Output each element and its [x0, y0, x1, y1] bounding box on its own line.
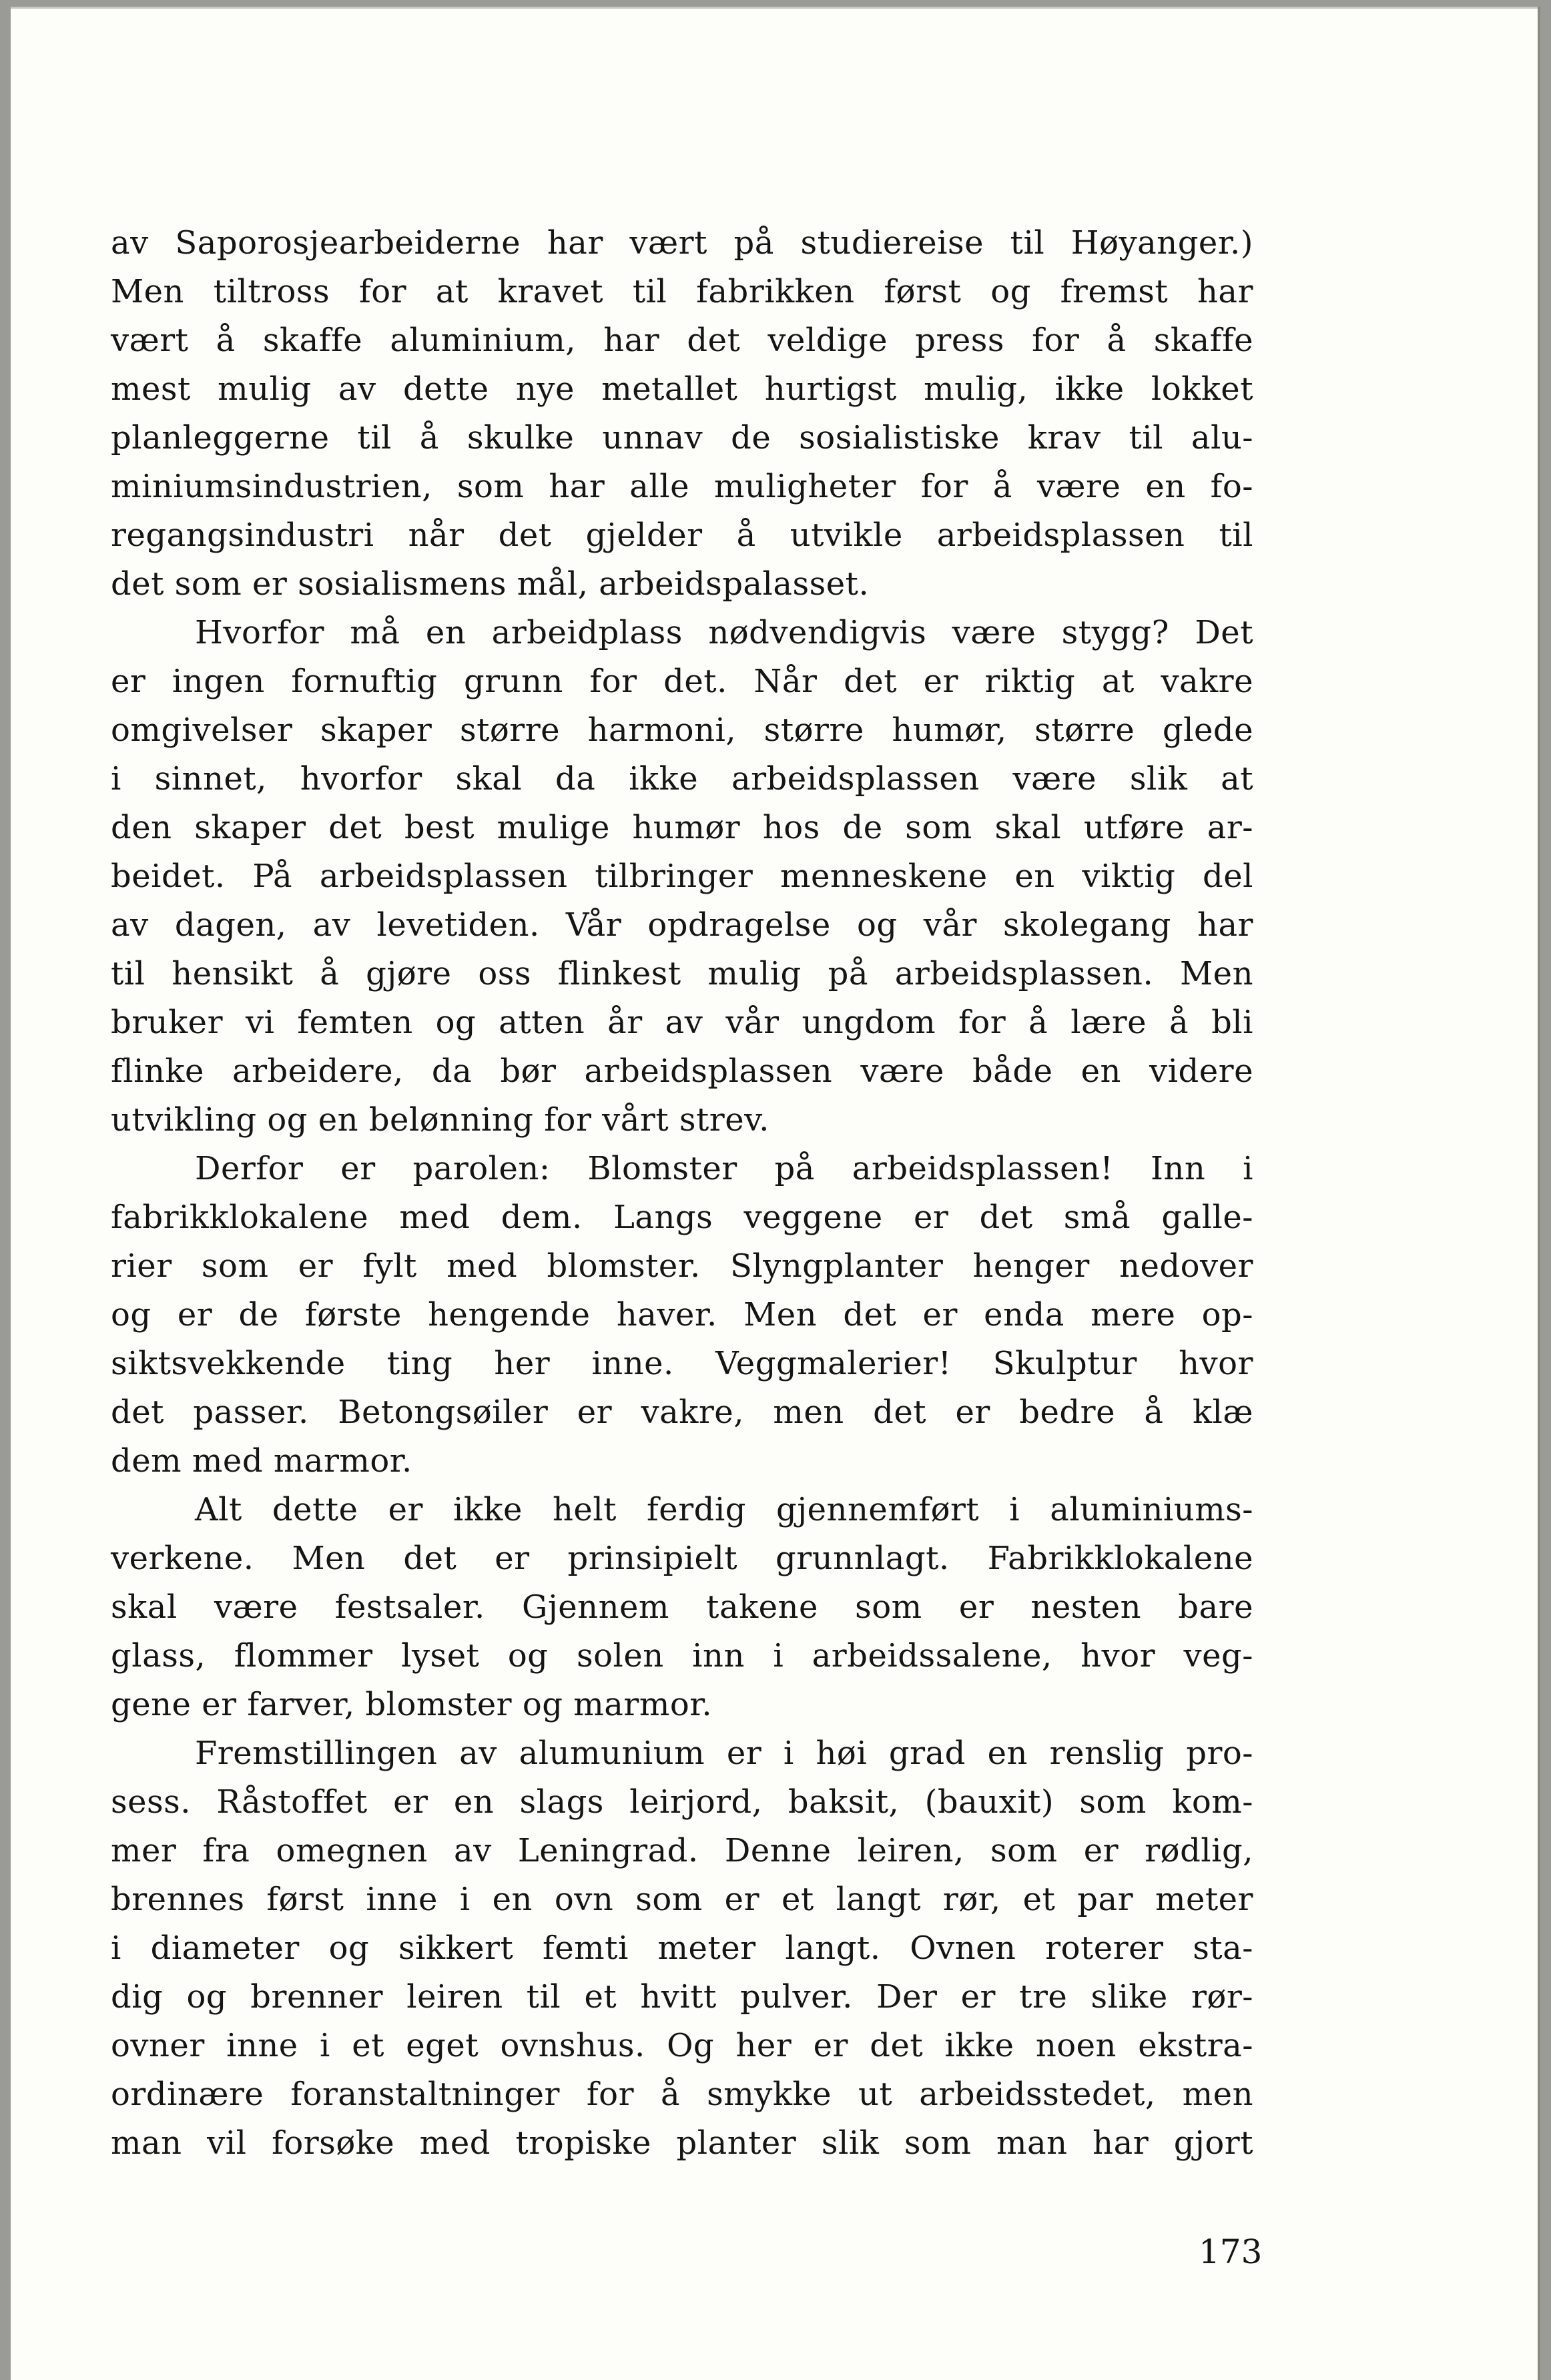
text-line: mer fra omegnen av Leningrad. Denne leiren, som er rødlig,	[111, 1832, 1253, 1869]
paragraph	[111, 1145, 1253, 1486]
text-line: og er de første hengende haver. Men det er enda mere op-	[111, 1296, 1253, 1333]
text-line: utvikling og en belønning for vårt strev.	[111, 1101, 769, 1139]
text-line: siktsvekkende ting her inne. Veggmalerier! Skulptur hvor	[111, 1345, 1253, 1382]
text-line: Men tiltross for at kravet til fabrikken først og fremst har	[111, 273, 1253, 310]
text-line: Derfor er parolen: Blomster på arbeidsplassen! Inn i	[195, 1150, 1253, 1187]
text-line: i diameter og sikkert femti meter langt. Ovnen roterer sta-	[111, 1929, 1253, 1967]
text-line: Hvorfor må en arbeidplass nødvendigvis være stygg? Det	[195, 614, 1253, 651]
text-line: dig og brenner leiren til et hvitt pulver. Der er tre slike rør-	[111, 1978, 1253, 2016]
paragraph	[111, 609, 1253, 1145]
text-line: man vil forsøke med tropiske planter slik som man har gjort	[111, 2124, 1253, 2162]
text-line: det passer. Betongsøiler er vakre, men det er bedre å klæ	[111, 1394, 1253, 1431]
text-line: til hensikt å gjøre oss flinkest mulig på arbeidsplassen. Men	[111, 955, 1253, 992]
text-line: ovner inne i et eget ovnshus. Og her er det ikke noen ekstra-	[111, 2027, 1253, 2064]
paragraph	[111, 219, 1253, 609]
paragraph	[111, 1486, 1253, 1729]
text-line: vært å skaffe aluminium, har det veldige press for å skaffe	[111, 322, 1253, 359]
text-line: beidet. På arbeidsplassen tilbringer menneskene en viktig del	[111, 858, 1253, 895]
text-line: er ingen fornuftig grunn for det. Når det er riktig at vakre	[111, 663, 1253, 700]
text-line: den skaper det best mulige humør hos de som skal utføre ar-	[111, 809, 1253, 846]
text-line: av Saporosjearbeiderne har vært på studiereise til Høyanger.)	[111, 224, 1253, 262]
text-line: dem med marmor.	[111, 1442, 412, 1480]
text-line: planleggerne til å skulke unnav de sosialistiske krav til alu-	[111, 419, 1253, 457]
text-line: i sinnet, hvorfor skal da ikke arbeidsplassen være slik at	[111, 760, 1253, 798]
text-line: mest mulig av dette nye metallet hurtigst mulig, ikke lokket	[111, 370, 1253, 408]
paragraph	[111, 1729, 1253, 2168]
text-line: sess. Råstoffet er en slags leirjord, baksit, (bauxit) som kom-	[111, 1783, 1253, 1821]
text-line: omgivelser skaper større harmoni, større humør, større glede	[111, 711, 1253, 749]
text-line: glass, flommer lyset og solen inn i arbeidssalene, hvor veg-	[111, 1637, 1253, 1675]
body-text	[111, 219, 1253, 2168]
text-line: regangsindustri når det gjelder å utvikle arbeidsplassen til	[111, 517, 1253, 554]
page-number: 173	[1199, 2233, 1263, 2271]
text-line: verkene. Men det er prinsipielt grunnlagt. Fabrikklokalene	[111, 1540, 1253, 1577]
text-line: Alt dette er ikke helt ferdig gjennemført i aluminiums-	[195, 1491, 1253, 1528]
text-line: bruker vi femten og atten år av vår ungdom for å lære å bli	[111, 1004, 1253, 1041]
text-line: skal være festsaler. Gjennem takene som er nesten bare	[111, 1588, 1253, 1626]
text-line: ordinære foranstaltninger for å smykke ut arbeidsstedet, men	[111, 2076, 1253, 2113]
text-line: av dagen, av levetiden. Vår opdragelse og vår skolegang har	[111, 906, 1253, 944]
text-line: miniumsindustrien, som har alle muligheter for å være en fo-	[111, 468, 1253, 505]
book-page	[11, 7, 1540, 2380]
text-line: flinke arbeidere, da bør arbeidsplassen være både en videre	[111, 1053, 1253, 1090]
text-line: fabrikklokalene med dem. Langs veggene er det små galle-	[111, 1199, 1253, 1236]
text-line: rier som er fylt med blomster. Slyngplanter henger nedover	[111, 1247, 1253, 1285]
text-line: Fremstillingen av alumunium er i høi grad en renslig pro-	[195, 1735, 1253, 1772]
text-line: gene er farver, blomster og marmor.	[111, 1686, 713, 1723]
text-line: brennes først inne i en ovn som er et langt rør, et par meter	[111, 1881, 1253, 1918]
text-line: det som er sosialismens mål, arbeidspalasset.	[111, 565, 870, 603]
